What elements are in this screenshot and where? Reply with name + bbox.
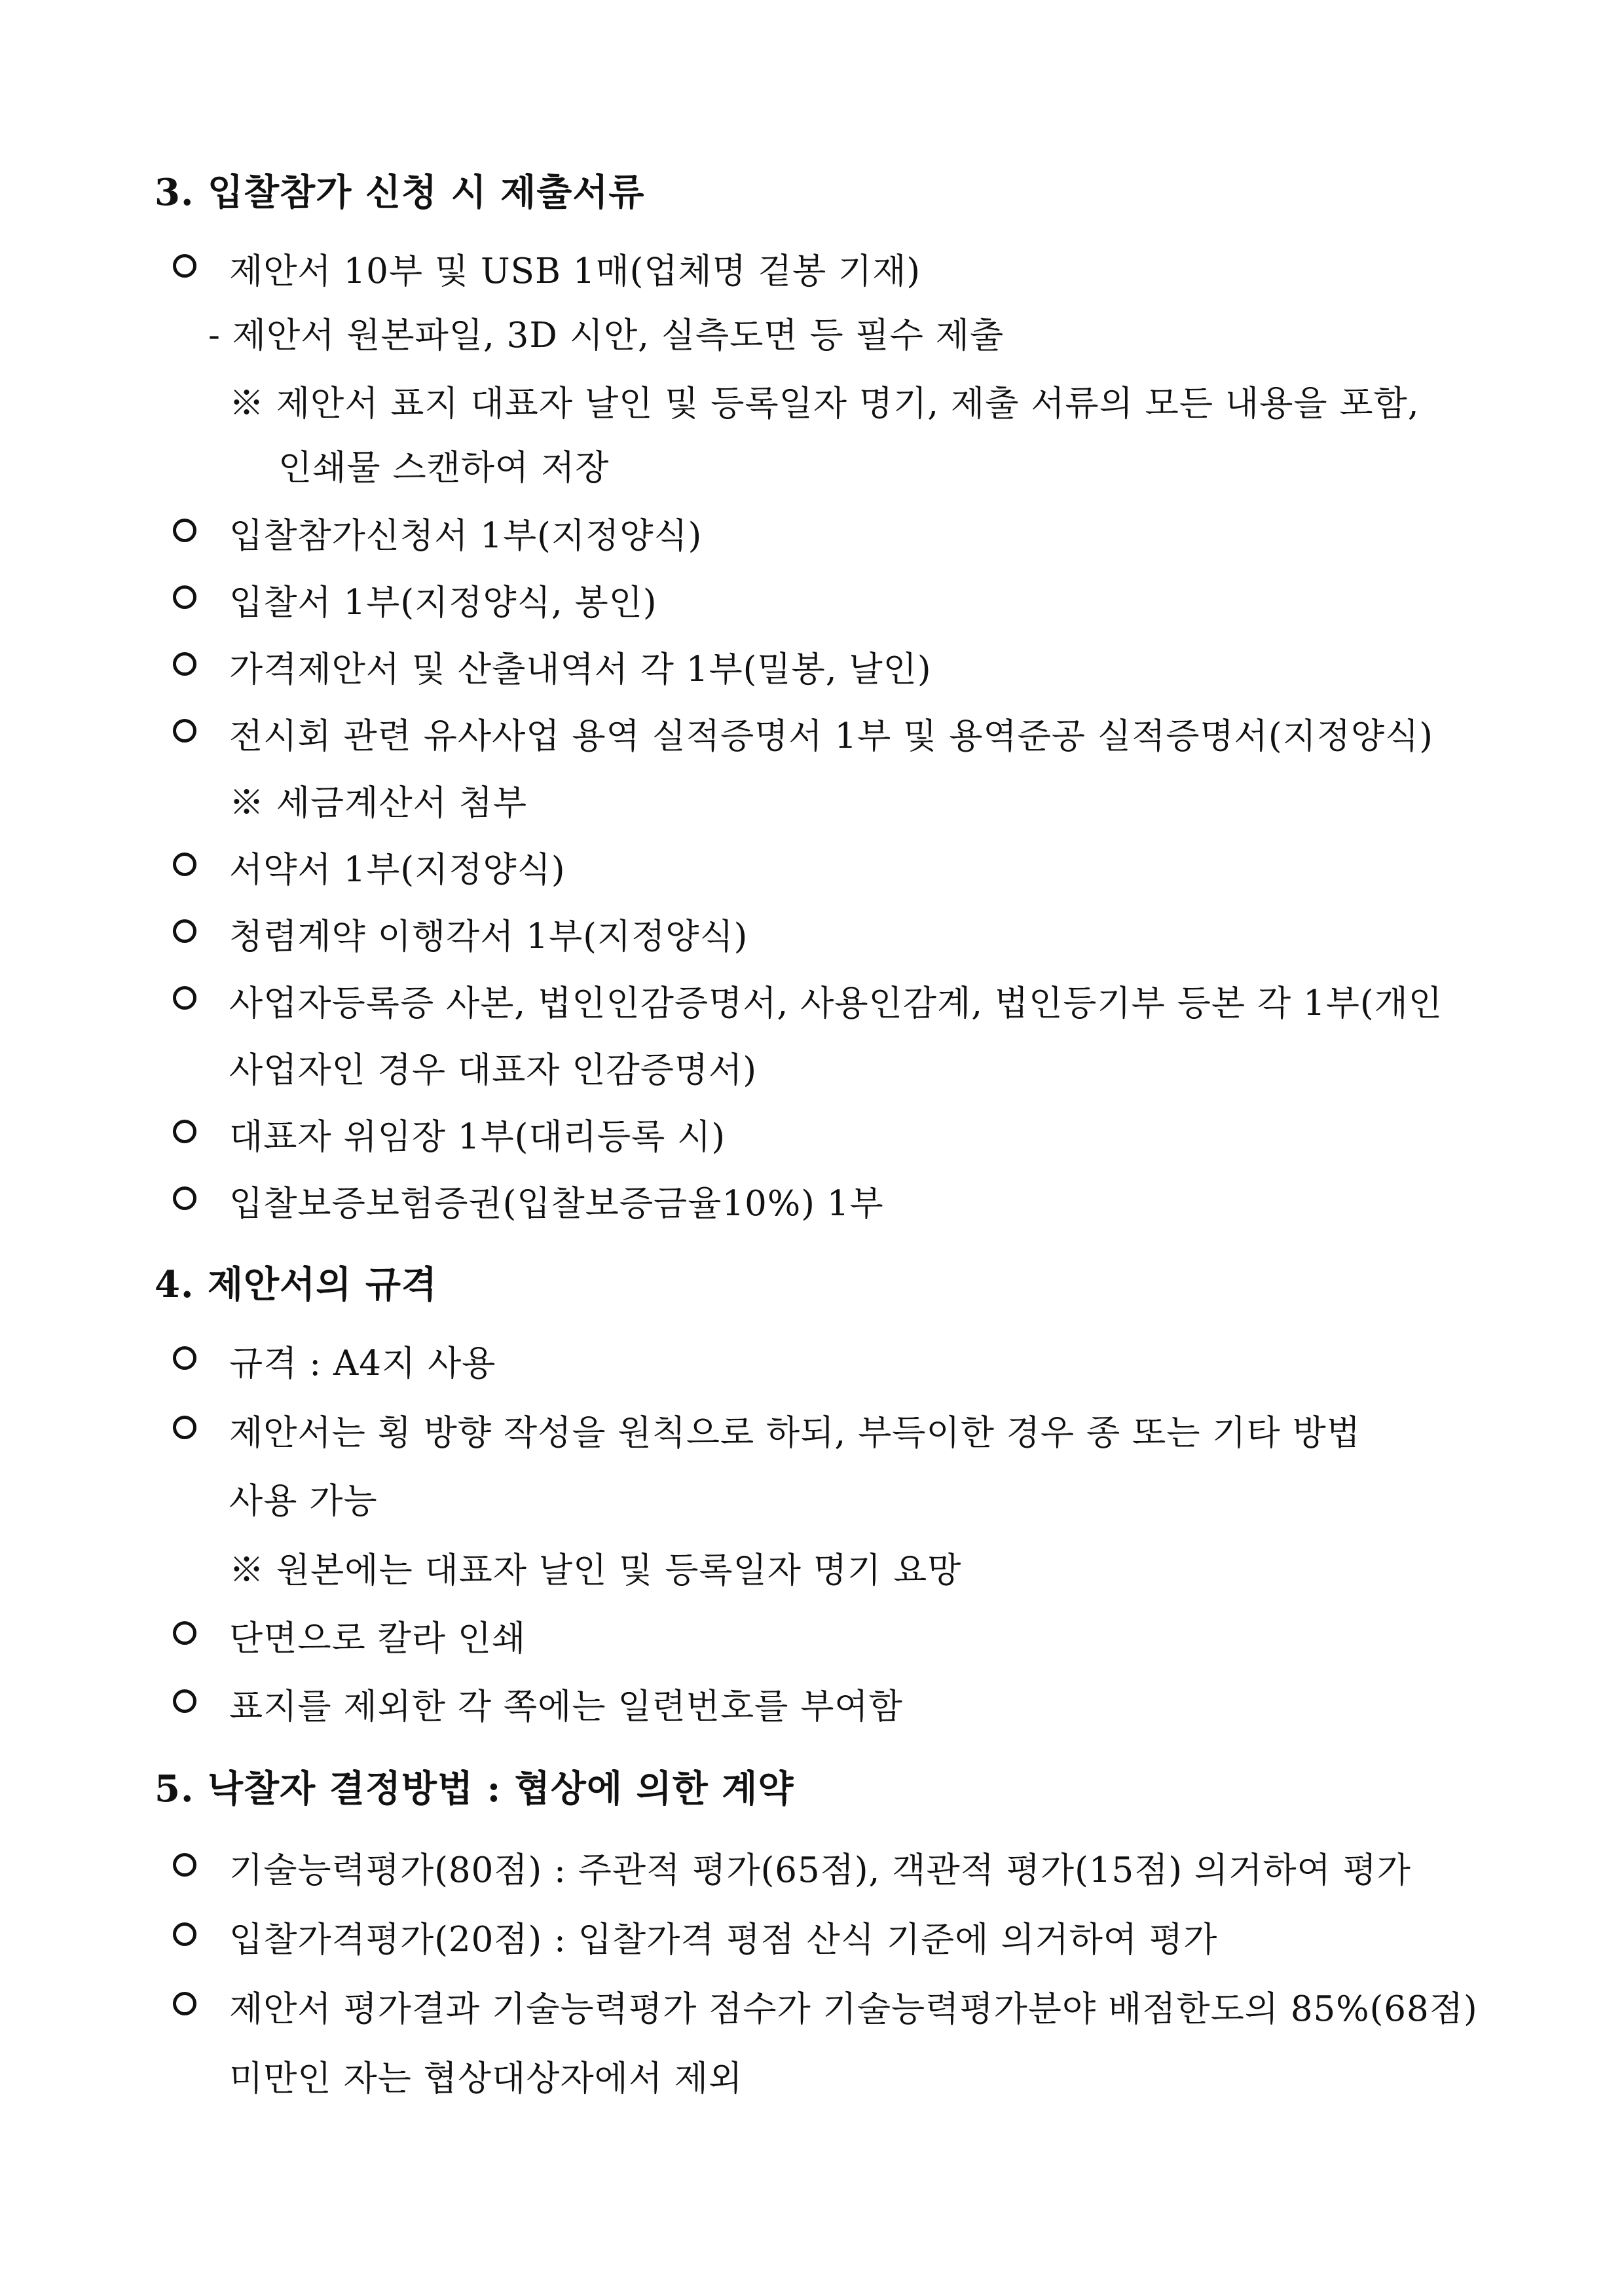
list-item: 단면으로 칼라 인쇄 bbox=[229, 1619, 526, 1659]
list-item: 가격제안서 및 산출내역서 각 1부(밀봉, 날인) bbox=[229, 650, 932, 689]
bullet-icon bbox=[173, 1853, 196, 1877]
list-item: 입찰참가신청서 1부(지정양식) bbox=[229, 516, 703, 556]
bullet-icon bbox=[173, 1120, 196, 1143]
list-item: 제안서 평가결과 기술능력평가 점수가 기술능력평가분야 배점한도의 85%(68점) bbox=[229, 1989, 1478, 2029]
bullet-icon bbox=[173, 1922, 196, 1946]
sub-item: - 제안서 원본파일, 3D 시안, 실측도면 등 필수 제출 bbox=[208, 316, 1005, 356]
bullet-icon bbox=[173, 1621, 196, 1645]
list-item: 표지를 제외한 각 쪽에는 일련번호를 부여함 bbox=[229, 1687, 903, 1727]
bullet-icon bbox=[173, 519, 196, 542]
list-item-continuation: 사용 가능 bbox=[229, 1481, 378, 1521]
bullet-icon bbox=[173, 1346, 196, 1370]
list-item: 전시회 관련 유사사업 용역 실적증명서 1부 및 용역준공 실적증명서(지정양식) bbox=[229, 716, 1433, 756]
bullet-icon bbox=[173, 719, 196, 743]
note-continuation: 인쇄물 스캔하여 저장 bbox=[278, 448, 610, 488]
list-item: 대표자 위임장 1부(대리등록 시) bbox=[229, 1117, 726, 1157]
list-item-continuation: 사업자인 경우 대표자 인감증명서) bbox=[229, 1050, 757, 1090]
note-item: ※ 제안서 표지 대표자 날인 및 등록일자 명기, 제출 서류의 모든 내용을 포함, bbox=[229, 384, 1420, 424]
list-item: 입찰보증보험증권(입찰보증금율10%) 1부 bbox=[229, 1184, 884, 1224]
list-item: 입찰서 1부(지정양식, 봉인) bbox=[229, 583, 657, 623]
list-item: 제안서는 횡 방향 작성을 원칙으로 하되, 부득이한 경우 종 또는 기타 방법 bbox=[229, 1413, 1361, 1453]
bullet-icon bbox=[173, 1416, 196, 1439]
list-item: 청렴계약 이행각서 1부(지정양식) bbox=[229, 917, 748, 957]
bullet-icon bbox=[173, 1186, 196, 1210]
list-item: 규격 : A4지 사용 bbox=[229, 1344, 496, 1384]
bullet-icon bbox=[173, 254, 196, 278]
list-item: 입찰가격평가(20점) : 입찰가격 평점 산식 기준에 의거하여 평가 bbox=[229, 1920, 1218, 1960]
bullet-icon bbox=[173, 986, 196, 1010]
list-item: 제안서 10부 및 USB 1매(업체명 겉봉 기재) bbox=[229, 251, 921, 291]
note-item: ※ 원본에는 대표자 날인 및 등록일자 명기 요망 bbox=[229, 1551, 962, 1590]
bullet-icon bbox=[173, 853, 196, 876]
list-item: 서약서 1부(지정양식) bbox=[229, 850, 566, 890]
list-item: 기술능력평가(80점) : 주관적 평가(65점), 객관적 평가(15점) 의거하여 평가 bbox=[229, 1850, 1411, 1890]
section-3-heading: 3. 입찰참가 신청 시 제출서류 bbox=[155, 171, 645, 214]
section-4-heading: 4. 제안서의 규격 bbox=[155, 1263, 438, 1306]
note-item: ※ 세금계산서 첨부 bbox=[229, 783, 528, 823]
list-item: 사업자등록증 사본, 법인인감증명서, 사용인감계, 법인등기부 등본 각 1부(개인 bbox=[229, 983, 1443, 1023]
bullet-icon bbox=[173, 919, 196, 943]
bullet-icon bbox=[173, 1992, 196, 2015]
bullet-icon bbox=[173, 1689, 196, 1713]
section-5-heading: 5. 낙찰자 결정방법 : 협상에 의한 계약 bbox=[155, 1767, 794, 1810]
bullet-icon bbox=[173, 652, 196, 676]
list-item-continuation: 미만인 자는 협상대상자에서 제외 bbox=[229, 2059, 743, 2099]
bullet-icon bbox=[173, 585, 196, 609]
